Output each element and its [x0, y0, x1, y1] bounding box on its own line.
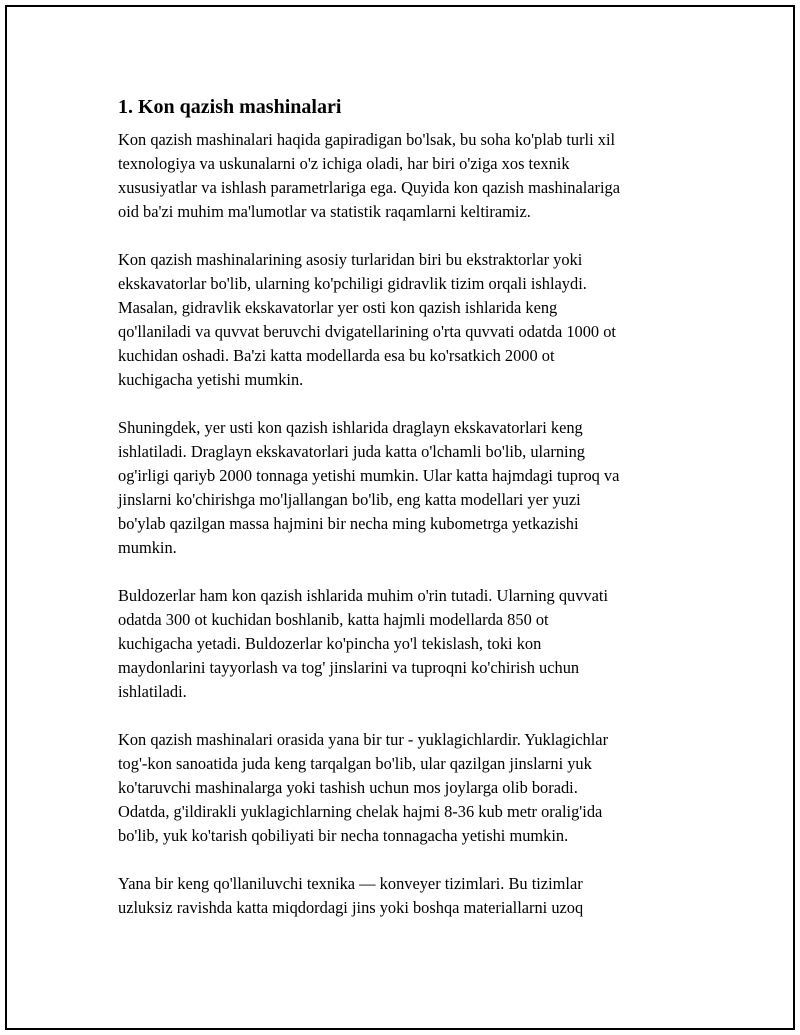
paragraph-draglines: Shuningdek, yer usti kon qazish ishlarida draglayn ekskavatorlari keng ishlatiladi. Draglayn ekskavatorlari juda katta o'lchamli bo'lib, ularning og'irligi qariyb 2000 tonnaga yetishi mumkin. Ular katta hajmdagi tuproq va jinslarni ko'chirishga mo'ljallangan bo'lib, eng katta modellari yer yuzi bo'ylab qazilgan massa hajmini bir necha ming kubometrga yetkazishi mumkin.: [118, 418, 620, 557]
paragraph-excavators: Kon qazish mashinalarining asosiy turlaridan biri bu ekstraktorlar yoki ekskavatorlar bo'lib, ularning ko'pchiligi gidravlik tizim orqali ishlaydi. Masalan, gidravlik ekskavatorlar yer osti kon qazish ishlarida keng qo'llaniladi va quvvat beruvchi dvigatellarining o'rta quvvati odatda 1000 ot kuchidan oshadi. Ba'zi katta modellarda esa bu ko'rsatkich 2000 ot kuchigacha yetishi mumkin.: [118, 250, 616, 389]
paragraph-bulldozers: Buldozerlar ham kon qazish ishlarida muhim o'rin tutadi. Ularning quvvati odatda 300 ot kuchidan boshlanib, katta hajmli modellarda 850 ot kuchigacha yetadi. Buldozerlar ko'pincha yo'l tekislash, toki kon maydonlarini tayyorlash va tog' jinslarini va tuproqni ko'chirish uchun ishlatiladi.: [118, 586, 609, 701]
paragraph-intro: Kon qazish mashinalari haqida gapiradigan bo'lsak, bu soha ko'plab turli xil texnologiya va uskunalarni o'z ichiga oladi, har biri o'ziga xos texnik xususiyatlar va ishlash parametrlariga ega. Quyida kon qazish mashinalariga oid ba'zi muhim ma'lumotlar va statistik raqamlarni keltiramiz.: [118, 130, 621, 221]
section-heading: 1. Kon qazish mashinalari: [118, 96, 342, 118]
paragraph-loaders: Kon qazish mashinalari orasida yana bir tur - yuklagichlardir. Yuklagichlar tog'-kon sanoatida juda keng tarqalgan bo'lib, ular qazilgan jinslarni yuk ko'taruvchi mashinalarga yoki tashish uchun mos joylarga olib boradi. Odatda, g'ildirakli yuklagichlarning chelak hajmi 8-36 kub metr oralig'ida bo'lib, yuk ko'tarish qobiliyati bir necha tonnagacha yetishi mumkin.: [118, 730, 609, 845]
document-body: [118, 94, 698, 944]
paragraph-conveyors: Yana bir keng qo'llaniluvchi texnika — konveyer tizimlari. Bu tizimlar uzluksiz ravishda katta miqdordagi jins yoki boshqa materiallarni uzoq: [118, 874, 584, 917]
